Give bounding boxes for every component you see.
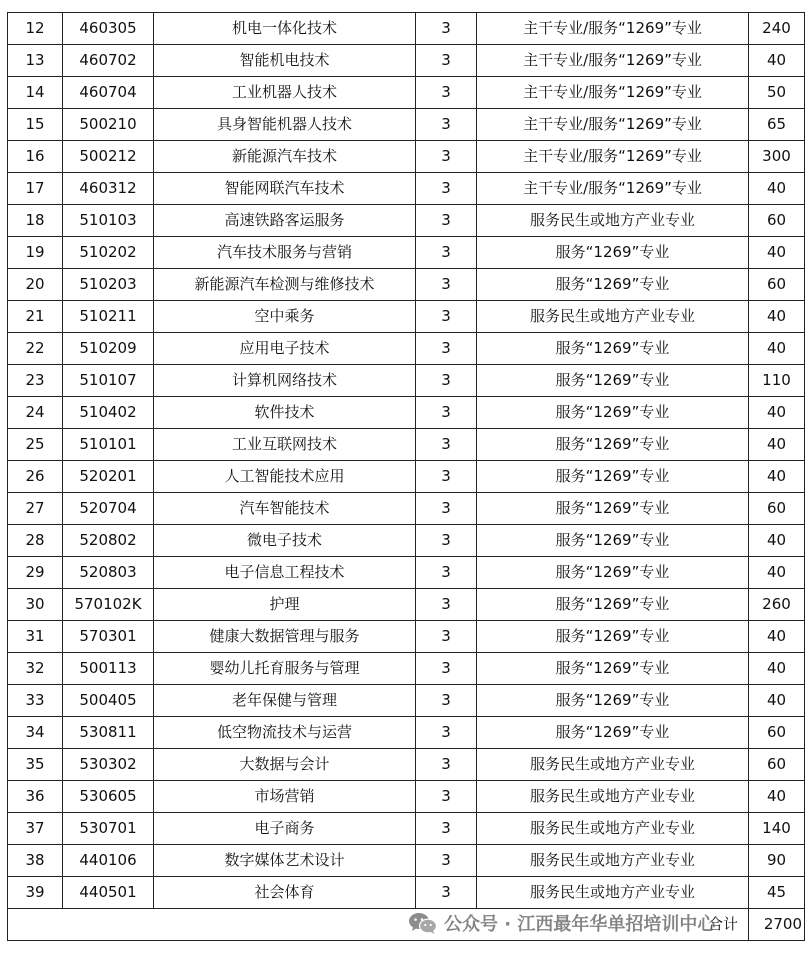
row-index-cell: 16 xyxy=(8,141,63,173)
enrollment-table xyxy=(7,12,805,941)
enrollment-quota-cell: 60 xyxy=(749,717,805,749)
study-years-cell: 3 xyxy=(416,717,477,749)
enrollment-quota-cell: 40 xyxy=(749,301,805,333)
enrollment-quota-cell: 60 xyxy=(749,205,805,237)
total-label: 合计 xyxy=(8,909,749,941)
major-code-cell: 520803 xyxy=(63,557,154,589)
row-index-cell: 24 xyxy=(8,397,63,429)
enrollment-quota-cell: 40 xyxy=(749,781,805,813)
table-row xyxy=(8,109,805,141)
major-code-cell: 530302 xyxy=(63,749,154,781)
table-row xyxy=(8,813,805,845)
row-index-cell: 15 xyxy=(8,109,63,141)
major-code-cell: 510211 xyxy=(63,301,154,333)
study-years-cell: 3 xyxy=(416,13,477,45)
study-years-cell: 3 xyxy=(416,109,477,141)
major-name-cell: 电子商务 xyxy=(154,813,416,845)
row-index-cell: 20 xyxy=(8,269,63,301)
enrollment-quota-cell: 60 xyxy=(749,269,805,301)
major-code-cell: 510107 xyxy=(63,365,154,397)
major-category-cell: 服务“1269”专业 xyxy=(477,397,749,429)
row-index-cell: 29 xyxy=(8,557,63,589)
major-code-cell: 510103 xyxy=(63,205,154,237)
major-name-cell: 市场营销 xyxy=(154,781,416,813)
enrollment-quota-cell: 40 xyxy=(749,621,805,653)
row-index-cell: 25 xyxy=(8,429,63,461)
major-name-cell: 老年保健与管理 xyxy=(154,685,416,717)
study-years-cell: 3 xyxy=(416,173,477,205)
major-name-cell: 具身智能机器人技术 xyxy=(154,109,416,141)
row-index-cell: 30 xyxy=(8,589,63,621)
major-code-cell: 460702 xyxy=(63,45,154,77)
study-years-cell: 3 xyxy=(416,749,477,781)
major-code-cell: 460305 xyxy=(63,13,154,45)
major-category-cell: 服务“1269”专业 xyxy=(477,717,749,749)
enrollment-quota-cell: 60 xyxy=(749,749,805,781)
major-code-cell: 530701 xyxy=(63,813,154,845)
major-category-cell: 服务“1269”专业 xyxy=(477,621,749,653)
major-category-cell: 服务民生或地方产业专业 xyxy=(477,781,749,813)
table-row xyxy=(8,365,805,397)
row-index-cell: 17 xyxy=(8,173,63,205)
study-years-cell: 3 xyxy=(416,493,477,525)
major-code-cell: 530811 xyxy=(63,717,154,749)
major-name-cell: 婴幼儿托育服务与管理 xyxy=(154,653,416,685)
major-code-cell: 530605 xyxy=(63,781,154,813)
study-years-cell: 3 xyxy=(416,557,477,589)
table-row xyxy=(8,589,805,621)
major-code-cell: 570102K xyxy=(63,589,154,621)
major-code-cell: 500113 xyxy=(63,653,154,685)
enrollment-quota-cell: 260 xyxy=(749,589,805,621)
major-category-cell: 服务民生或地方产业专业 xyxy=(477,749,749,781)
major-name-cell: 数字媒体艺术设计 xyxy=(154,845,416,877)
major-code-cell: 520802 xyxy=(63,525,154,557)
major-name-cell: 低空物流技术与运营 xyxy=(154,717,416,749)
row-index-cell: 37 xyxy=(8,813,63,845)
major-category-cell: 服务“1269”专业 xyxy=(477,365,749,397)
major-name-cell: 微电子技术 xyxy=(154,525,416,557)
study-years-cell: 3 xyxy=(416,845,477,877)
study-years-cell: 3 xyxy=(416,589,477,621)
major-category-cell: 服务“1269”专业 xyxy=(477,589,749,621)
study-years-cell: 3 xyxy=(416,813,477,845)
study-years-cell: 3 xyxy=(416,269,477,301)
table-row xyxy=(8,557,805,589)
table-row xyxy=(8,749,805,781)
row-index-cell: 19 xyxy=(8,237,63,269)
major-code-cell: 510402 xyxy=(63,397,154,429)
row-index-cell: 35 xyxy=(8,749,63,781)
major-name-cell: 社会体育 xyxy=(154,877,416,909)
enrollment-quota-cell: 140 xyxy=(749,813,805,845)
row-index-cell: 14 xyxy=(8,77,63,109)
study-years-cell: 3 xyxy=(416,141,477,173)
study-years-cell: 3 xyxy=(416,525,477,557)
major-category-cell: 服务民生或地方产业专业 xyxy=(477,877,749,909)
study-years-cell: 3 xyxy=(416,653,477,685)
major-name-cell: 健康大数据管理与服务 xyxy=(154,621,416,653)
enrollment-quota-cell: 40 xyxy=(749,525,805,557)
major-category-cell: 服务“1269”专业 xyxy=(477,525,749,557)
study-years-cell: 3 xyxy=(416,429,477,461)
major-category-cell: 服务民生或地方产业专业 xyxy=(477,301,749,333)
enrollment-quota-cell: 40 xyxy=(749,685,805,717)
table-row xyxy=(8,13,805,45)
major-category-cell: 服务“1269”专业 xyxy=(477,557,749,589)
major-category-cell: 服务“1269”专业 xyxy=(477,685,749,717)
major-code-cell: 440501 xyxy=(63,877,154,909)
major-name-cell: 护理 xyxy=(154,589,416,621)
study-years-cell: 3 xyxy=(416,237,477,269)
major-code-cell: 500405 xyxy=(63,685,154,717)
study-years-cell: 3 xyxy=(416,205,477,237)
table-row xyxy=(8,205,805,237)
major-code-cell: 510209 xyxy=(63,333,154,365)
major-name-cell: 电子信息工程技术 xyxy=(154,557,416,589)
major-category-cell: 服务民生或地方产业专业 xyxy=(477,845,749,877)
enrollment-quota-cell: 240 xyxy=(749,13,805,45)
table-row xyxy=(8,173,805,205)
major-code-cell: 570301 xyxy=(63,621,154,653)
major-name-cell: 人工智能技术应用 xyxy=(154,461,416,493)
major-category-cell: 服务“1269”专业 xyxy=(477,493,749,525)
enrollment-quota-cell: 40 xyxy=(749,653,805,685)
table-row xyxy=(8,333,805,365)
major-name-cell: 软件技术 xyxy=(154,397,416,429)
row-index-cell: 36 xyxy=(8,781,63,813)
row-index-cell: 34 xyxy=(8,717,63,749)
major-code-cell: 460704 xyxy=(63,77,154,109)
table-row xyxy=(8,45,805,77)
major-name-cell: 大数据与会计 xyxy=(154,749,416,781)
major-category-cell: 服务“1269”专业 xyxy=(477,237,749,269)
study-years-cell: 3 xyxy=(416,781,477,813)
row-index-cell: 23 xyxy=(8,365,63,397)
major-code-cell: 520201 xyxy=(63,461,154,493)
study-years-cell: 3 xyxy=(416,397,477,429)
table-row xyxy=(8,781,805,813)
enrollment-quota-cell: 60 xyxy=(749,493,805,525)
row-index-cell: 12 xyxy=(8,13,63,45)
major-code-cell: 520704 xyxy=(63,493,154,525)
major-name-cell: 智能机电技术 xyxy=(154,45,416,77)
row-index-cell: 18 xyxy=(8,205,63,237)
major-code-cell: 500210 xyxy=(63,109,154,141)
enrollment-quota-cell: 40 xyxy=(749,429,805,461)
major-name-cell: 智能网联汽车技术 xyxy=(154,173,416,205)
major-code-cell: 440106 xyxy=(63,845,154,877)
enrollment-quota-cell: 40 xyxy=(749,45,805,77)
major-category-cell: 服务“1269”专业 xyxy=(477,269,749,301)
major-category-cell: 主干专业/服务“1269”专业 xyxy=(477,77,749,109)
enrollment-quota-cell: 45 xyxy=(749,877,805,909)
row-index-cell: 28 xyxy=(8,525,63,557)
major-code-cell: 510202 xyxy=(63,237,154,269)
major-category-cell: 服务“1269”专业 xyxy=(477,461,749,493)
row-index-cell: 21 xyxy=(8,301,63,333)
major-name-cell: 机电一体化技术 xyxy=(154,13,416,45)
table-body xyxy=(8,13,805,941)
table-row xyxy=(8,301,805,333)
enrollment-quota-cell: 110 xyxy=(749,365,805,397)
enrollment-quota-cell: 65 xyxy=(749,109,805,141)
table-row xyxy=(8,685,805,717)
total-value: 2700 xyxy=(749,909,805,941)
major-name-cell: 高速铁路客运服务 xyxy=(154,205,416,237)
major-name-cell: 汽车智能技术 xyxy=(154,493,416,525)
study-years-cell: 3 xyxy=(416,45,477,77)
major-code-cell: 500212 xyxy=(63,141,154,173)
major-category-cell: 服务民生或地方产业专业 xyxy=(477,813,749,845)
table-row xyxy=(8,653,805,685)
study-years-cell: 3 xyxy=(416,685,477,717)
enrollment-quota-cell: 40 xyxy=(749,461,805,493)
row-index-cell: 32 xyxy=(8,653,63,685)
major-category-cell: 服务“1269”专业 xyxy=(477,429,749,461)
row-index-cell: 26 xyxy=(8,461,63,493)
major-code-cell: 510101 xyxy=(63,429,154,461)
table-row xyxy=(8,429,805,461)
table-row xyxy=(8,845,805,877)
table-row xyxy=(8,77,805,109)
enrollment-quota-cell: 40 xyxy=(749,333,805,365)
major-name-cell: 工业互联网技术 xyxy=(154,429,416,461)
study-years-cell: 3 xyxy=(416,621,477,653)
enrollment-quota-cell: 40 xyxy=(749,397,805,429)
major-category-cell: 服务“1269”专业 xyxy=(477,333,749,365)
major-category-cell: 主干专业/服务“1269”专业 xyxy=(477,109,749,141)
major-category-cell: 主干专业/服务“1269”专业 xyxy=(477,13,749,45)
enrollment-quota-cell: 50 xyxy=(749,77,805,109)
enrollment-quota-cell: 90 xyxy=(749,845,805,877)
row-index-cell: 22 xyxy=(8,333,63,365)
study-years-cell: 3 xyxy=(416,365,477,397)
table-row xyxy=(8,141,805,173)
major-code-cell: 510203 xyxy=(63,269,154,301)
major-name-cell: 计算机网络技术 xyxy=(154,365,416,397)
row-index-cell: 38 xyxy=(8,845,63,877)
major-name-cell: 新能源汽车技术 xyxy=(154,141,416,173)
table-row xyxy=(8,621,805,653)
table-row xyxy=(8,525,805,557)
major-category-cell: 主干专业/服务“1269”专业 xyxy=(477,141,749,173)
table-row xyxy=(8,397,805,429)
study-years-cell: 3 xyxy=(416,77,477,109)
enrollment-quota-cell: 40 xyxy=(749,557,805,589)
table-row xyxy=(8,717,805,749)
study-years-cell: 3 xyxy=(416,877,477,909)
row-index-cell: 27 xyxy=(8,493,63,525)
table-row xyxy=(8,237,805,269)
study-years-cell: 3 xyxy=(416,461,477,493)
row-index-cell: 13 xyxy=(8,45,63,77)
study-years-cell: 3 xyxy=(416,301,477,333)
row-index-cell: 33 xyxy=(8,685,63,717)
study-years-cell: 3 xyxy=(416,333,477,365)
table-row xyxy=(8,493,805,525)
row-index-cell: 39 xyxy=(8,877,63,909)
major-category-cell: 服务民生或地方产业专业 xyxy=(477,205,749,237)
enrollment-quota-cell: 40 xyxy=(749,237,805,269)
table-row xyxy=(8,269,805,301)
enrollment-quota-cell: 300 xyxy=(749,141,805,173)
major-name-cell: 新能源汽车检测与维修技术 xyxy=(154,269,416,301)
major-category-cell: 服务“1269”专业 xyxy=(477,653,749,685)
watermark-text: 公众号 · 江西最年华单招培训中心 xyxy=(444,914,716,935)
major-category-cell: 主干专业/服务“1269”专业 xyxy=(477,173,749,205)
total-row xyxy=(8,909,805,941)
table-row xyxy=(8,461,805,493)
major-category-cell: 主干专业/服务“1269”专业 xyxy=(477,45,749,77)
major-name-cell: 应用电子技术 xyxy=(154,333,416,365)
major-name-cell: 工业机器人技术 xyxy=(154,77,416,109)
major-name-cell: 汽车技术服务与营销 xyxy=(154,237,416,269)
table-row xyxy=(8,877,805,909)
enrollment-quota-cell: 40 xyxy=(749,173,805,205)
row-index-cell: 31 xyxy=(8,621,63,653)
major-name-cell: 空中乘务 xyxy=(154,301,416,333)
major-code-cell: 460312 xyxy=(63,173,154,205)
